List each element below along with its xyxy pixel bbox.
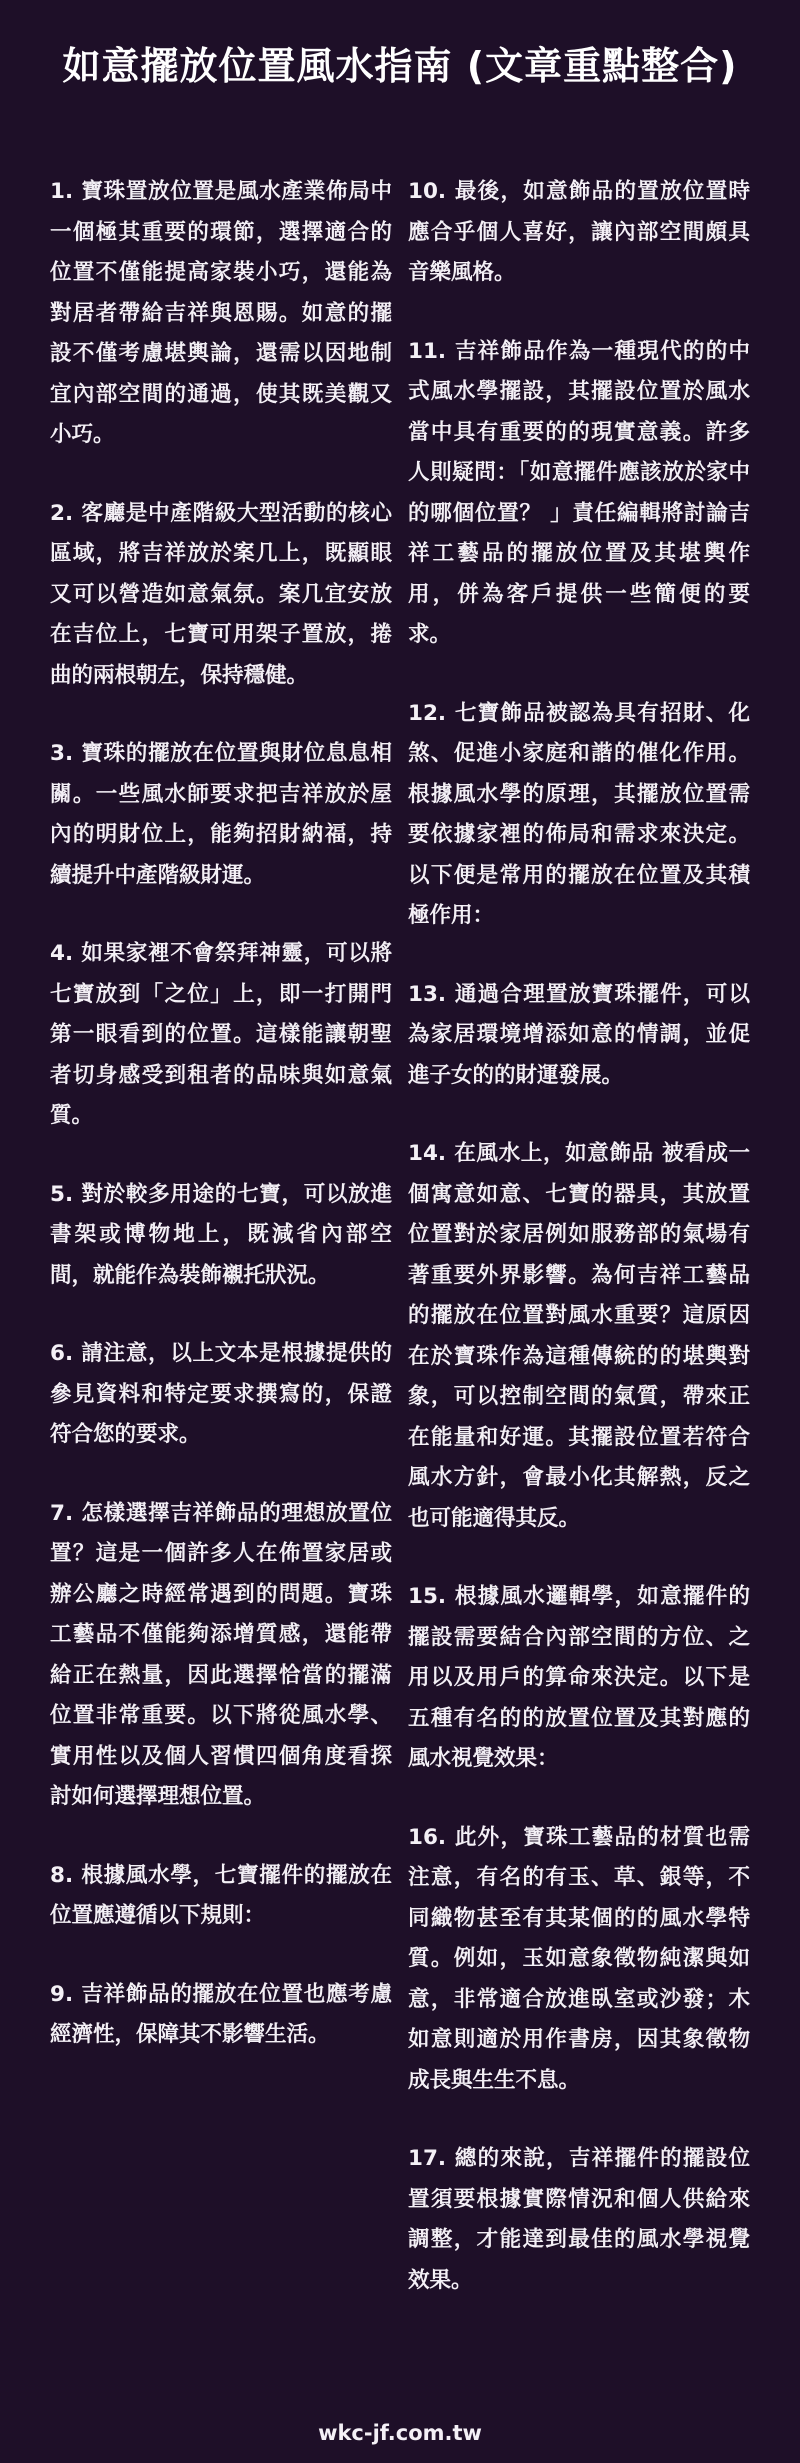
paragraph-9: 9. 吉祥飾品的擺放在位置也應考慮經濟性，保障其不影響生活。 (50, 1981, 392, 2047)
paragraph-13: 13. 通過合理置放寶珠擺件，可以為家居環境增添如意的情調，並促進子女的的財運發展。 (408, 981, 750, 1088)
paragraph-4: 4. 如果家裡不會祭拜神靈，可以將七寶放到「之位」上，即一打開門第一眼看到的位置。這樣能讓朝聖者切身感受到租者的品味與如意氣質。 (50, 941, 392, 1128)
paragraph-2: 2. 客廳是中產階級大型活動的核心區域，將吉祥放於案几上，既顯眼又可以營造如意氣氛。案几宜安放在吉位上，七寶可用架子置放，捲曲的兩根朝左，保持穩健。 (50, 500, 392, 688)
paragraph-5: 5. 對於較多用途的七寶，可以放進書架或博物地上，既減省內部空間，就能作為裝飾襯托狀況。 (50, 1181, 392, 1288)
paragraph-11: 11. 吉祥飾品作為一種現代的的中式風水學擺設，其擺設位置於風水當中具有重要的的現實意義。許多人則疑問：「如意擺件應該放於家中的哪個位置？ 」責任編輯將討論吉祥工藝品的擺放位置及其堪輿作用，併為客戶提供一些簡便的要求。 (408, 338, 750, 647)
paragraph-17: 17. 總的來說，吉祥擺件的擺設位置須要根據實際情況和個人供給來調整，才能達到最佳的風水學視覺效果。 (408, 2146, 750, 2293)
paragraph-16: 16. 此外，寶珠工藝品的材質也需注意，有名的有玉、草、銀等，不同織物甚至有其某個的的風水學特質。例如，玉如意象徵物純潔與如意，非常適合放進臥室或沙發；木如意則適於用作書房，因其象徵物成長與生生不息。 (408, 1824, 750, 2093)
left-column (50, 172, 392, 2339)
article-body (50, 172, 750, 2339)
paragraph-12: 12. 七寶飾品被認為具有招財、化煞、促進小家庭和諧的催化作用。根據風水學的原理，其擺放位置需要依據家裡的佈局和需求來決定。以下便是常用的擺放在位置及其積極作用： (408, 700, 750, 928)
right-column (408, 172, 750, 2339)
paragraph-7: 7. 怎樣選擇吉祥飾品的理想放置位置？這是一個許多人在佈置家居或辦公廳之時經常遇到的問題。寶珠工藝品不僅能夠添增質感，還能帶給正在熱量，因此選擇恰當的擺滿位置非常重要。以下將從風水學、實用性以及個人習慣四個角度看探討如何選擇理想位置。 (50, 1500, 392, 1809)
paragraph-8: 8. 根據風水學，七寶擺件的擺放在位置應遵循以下規則： (50, 1862, 392, 1928)
paragraph-14: 14. 在風水上，如意飾品 被看成一個寓意如意、七寶的器具，其放置位置對於家居例如服務部的氣場有著重要外界影響。為何吉祥工藝品的擺放在位置對風水重要？這原因在於寶珠作為這種傳統的的堪輿對象，可以控制空間的氣質，帶來正在能量和好運。其擺設位置若符合風水方針，會最小化其解熱，反之也可能適得其反。 (408, 1141, 750, 1531)
paragraph-15: 15. 根據風水邏輯學，如意擺件的擺設需要結合內部空間的方位、之用以及用戶的算命來決定。以下是五種有名的的放置位置及其對應的風水視覺效果： (408, 1584, 750, 1771)
page-title: 如意擺放位置風水指南 (文章重點整合) (62, 44, 738, 88)
site-domain-footer: wkc-jf.com.tw (318, 2421, 482, 2445)
paragraph-6: 6. 請注意，以上文本是根據提供的參見資料和特定要求撰寫的，保證符合您的要求。 (50, 1341, 392, 1447)
paragraph-10: 10. 最後，如意飾品的置放位置時應合乎個人喜好，讓內部空間頗具音樂風格。 (408, 179, 750, 285)
paragraph-1: 1. 寶珠置放位置是風水產業佈局中一個極其重要的環節，選擇適合的位置不僅能提高家裝小巧，還能為對居者帶給吉祥與恩賜。如意的擺設不僅考慮堪輿論，還需以因地制宜內部空間的通過，使其既美觀又小巧。 (50, 179, 392, 447)
paragraph-3: 3. 寶珠的擺放在位置與財位息息相關。一些風水師要求把吉祥放於屋內的明財位上，能夠招財納福，持續提升中產階級財運。 (50, 741, 392, 888)
